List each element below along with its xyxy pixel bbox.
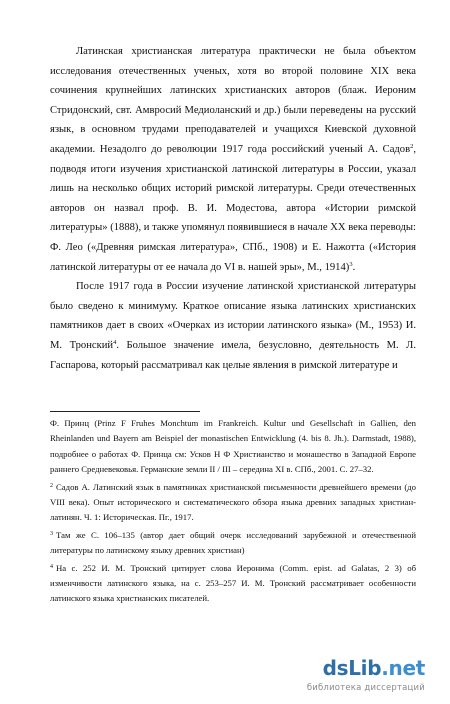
main-text <box>50 42 416 375</box>
paragraph-1-text-c: . <box>352 261 356 273</box>
footnote-3-number: 3 <box>50 530 53 537</box>
paragraph-2 <box>50 277 416 375</box>
footnote-4 <box>50 561 416 607</box>
site-watermark[interactable] <box>293 656 433 696</box>
footnote-2 <box>50 480 416 526</box>
footnote-divider <box>50 411 200 412</box>
watermark-logo-tld: .net <box>381 656 425 680</box>
watermark-logo-main: dsLib <box>322 656 382 680</box>
footnote-4-text: На с. 252 И. М. Тронский цитирует слова Иеронима (Comm. epist. ad Galatas, 2 3) об изменчивости латинского языка, на с. 253–257 И. М. Тронский рассматривает особенности латинского языка христианских писателей. <box>50 562 416 604</box>
footnote-ref-3[interactable]: 3 <box>349 260 353 268</box>
footnotes <box>50 416 416 607</box>
watermark-logo <box>323 656 425 680</box>
footnote-2-text: Садов А. Латинский язык в памятниках христианской письменности древнейшего времени (до VIII века). Опыт исторического и систематического обзора языка древних западных христиан-латинян. Ч. 1: Историческая. Пг., 1917. <box>50 481 416 523</box>
paragraph-1-text-a: Латинская христианская литература практически не была объектом исследования отечественных ученых, хотя во второй половине XIX века сочинения крупнейших латинских христианских авторов (блаж. Иероним Стридонский, свт. Амвросий Медиоланский и др.) были переведены на русский язык, в основном трудами преподавателей и учащихся Киевской духовной академии. Незадолго до революции 1917 года российский ученый А. Садов <box>50 46 416 155</box>
footnote-continuation-text: Ф. Принц (Prinz F Fruhes Monchtum im Frankreich. Kultur und Gesellschaft in Gallien, den Rheinlanden und Bayern am Beispiel der monastischen Entwicklung (4. bis 8. Jh.). Darmstadt, 1988), подробнее о работах Ф. Принца см: Усков Н Ф Христианство и монашество в Западной Европе раннего Средневековья. Германские земли II / III – середина XI в. СПб., 2001. С. 27–32. <box>50 418 416 475</box>
paragraph-1 <box>50 42 416 277</box>
footnote-3-text: Там же С. 106–135 (автор дает общий очерк исследований зарубежной и отечественной литературы по латинскому языку древних христиан) <box>50 529 416 556</box>
paragraph-1-text-b: , подводя итоги изучения христианской латинской литературы в России, указал лишь на несколько общих историй римской литературы. Среди отечественных авторов он назвал проф. В. И. Модестова, автора «Истории римской литературы» (1888), и также упомянул появившиеся в начале XX века переводы: Ф. Лео («Древняя римская литература», СПб., 1908) и Е. Нажотта («История латинской литературы от ее начала до VI в. нашей эры», М., 1914) <box>50 143 416 273</box>
footnote-ref-4[interactable]: 4 <box>113 338 117 346</box>
footnote-ref-2[interactable]: 2 <box>410 142 414 150</box>
footnote-continuation <box>50 416 416 478</box>
paragraph-2-text-b: . Большое значение имела, безусловно, деятельность М. Л. Гаспарова, который рассматривал как целые явления в римской литературе и <box>50 339 417 371</box>
footnote-3 <box>50 528 416 559</box>
paragraph-2-text-a: После 1917 года в России изучение латинской христианской литературы было сведено к минимуму. Краткое описание языка латинских христианских памятников дает в своих «Очерках из истории латинского языка» (М., 1953) И. М. Тронский <box>50 281 416 351</box>
footnote-2-number: 2 <box>50 482 53 489</box>
watermark-subtitle: библиотека диссертаций <box>306 683 425 693</box>
footnote-4-number: 4 <box>50 563 53 570</box>
